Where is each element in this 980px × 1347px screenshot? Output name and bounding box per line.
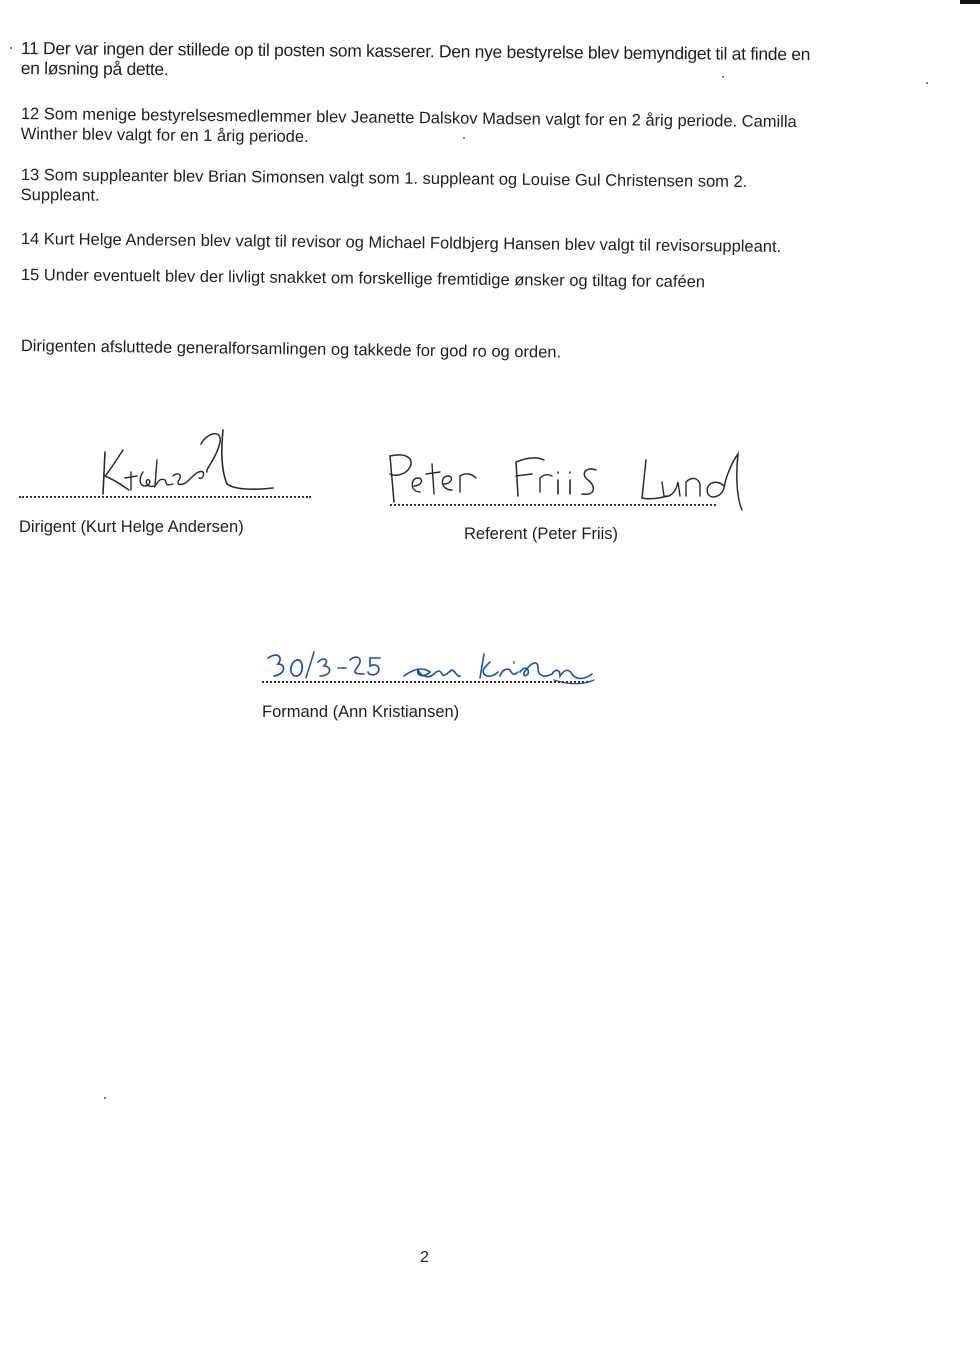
handwritten-signature-formand [262,648,597,692]
signature-line-referent [390,502,716,506]
signature-label-dirigent: Dirigent (Kurt Helge Andersen) [19,518,244,536]
closing-line: Dirigenten afsluttede generalforsamlingen og takkede for god ro og orden. [20,336,562,362]
scan-speck [10,47,12,49]
paragraph-12 [21,104,797,152]
handwritten-signature-dirigent [95,420,280,500]
paragraph-15-line-1: 15 Under eventuelt blev der livligt snakket om forskellige fremtidige ønsker og tiltag for caféen [20,265,706,292]
paragraph-11-line-2: en løsning på dette. [20,57,169,80]
paragraph-12-line-2: Winther blev valgt for en 1 årig periode. [20,124,309,147]
page-edge-mark [960,0,980,4]
signature-label-formand: Formand (Ann Kristiansen) [262,703,460,721]
paragraph-13 [21,165,748,212]
signature-line-formand [262,679,588,683]
paragraph-11-line-1: 11 Der var ingen der stillede op til posten som kasserer. Den nye bestyrelse blev bemyndiget til at finde en [20,38,811,65]
paragraph-11 [21,38,811,84]
paragraph-13-line-2: Suppleant. [20,185,100,205]
signature-line-dirigent [19,494,311,498]
paragraph-12-line-1: 12 Som menige bestyrelsesmedlemmer blev Jeanette Dalskov Madsen valgt for en 2 årig periode. Camilla [20,104,797,132]
paragraph-15 [21,265,705,292]
closing-statement [21,336,561,363]
scan-speck [104,1097,106,1099]
handwritten-signature-referent [380,452,750,522]
paragraph-14 [21,229,781,257]
scan-speck [926,82,928,84]
paragraph-13-line-1: 13 Som suppleanter blev Brian Simonsen valgt som 1. suppleant og Louise Gul Christensen som 2. [20,165,748,191]
signature-label-referent: Referent (Peter Friis) [464,525,619,543]
page-number: 2 [420,1249,429,1266]
paragraph-14-line-1: 14 Kurt Helge Andersen blev valgt til revisor og Michael Foldbjerg Hansen blev valgt til revisorsuppleant. [20,229,782,256]
